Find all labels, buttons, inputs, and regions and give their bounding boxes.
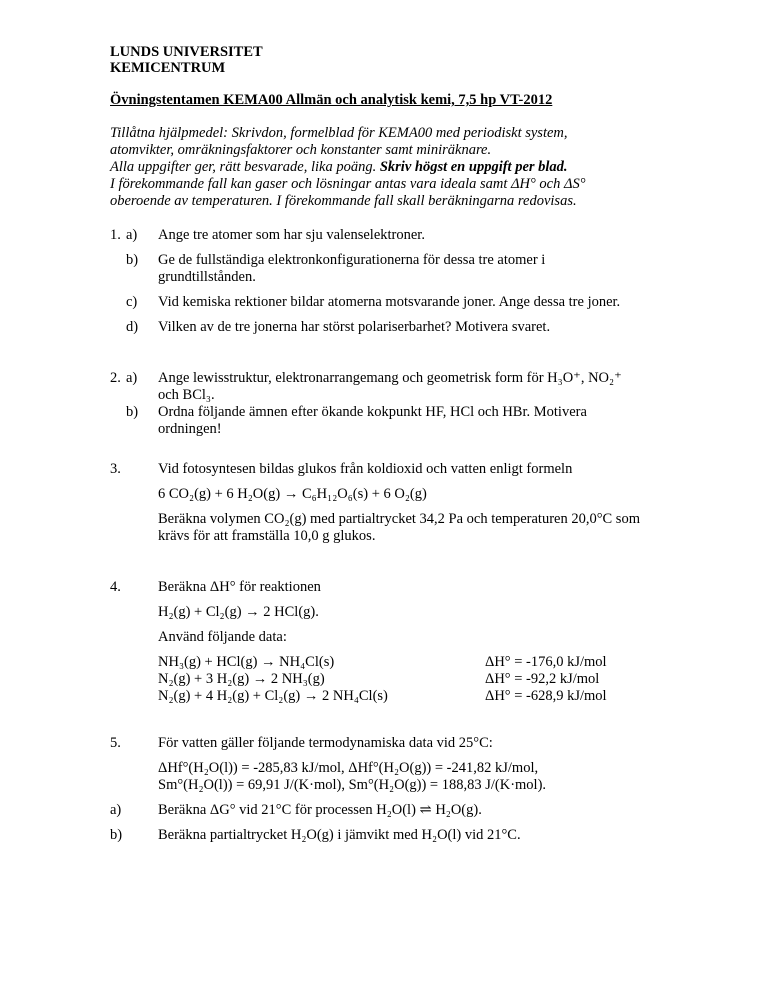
data-row xyxy=(158,654,670,671)
question-5-text: För vatten gäller följande termodynamiska data vid 25°C: xyxy=(158,735,493,751)
data-row xyxy=(158,671,670,688)
question-2a-text: Ange lewisstruktur, elektronarrangemang och geometrisk form för H₃O⁺, NO₂⁺ och BCl₃. xyxy=(158,370,622,403)
data-reaction: N₂(g) + 3 H₂(g) → 2 NH₃(g) xyxy=(158,671,325,687)
question-2b-label: b) xyxy=(126,404,139,420)
question-1b-text: Ge de fullständiga elektronkonfigurationerna för dessa tre atomer i grundtillstånden. xyxy=(158,252,546,285)
instructions-line-1: Tillåtna hjälpmedel: Skrivdon, formelblad för KEMA00 med periodiskt system, xyxy=(110,125,568,141)
question-5a-text: Beräkna ΔG° vid 21°C för processen H₂O(l) ⇌ H₂O(g). xyxy=(158,802,482,818)
question-5-data-line-2: Sm°(H₂O(l)) = 69,91 J/(K·mol), Sm°(H₂O(g)) = 188,83 J/(K·mol). xyxy=(158,777,547,793)
instructions-line-4: I förekommande fall kan gaser och lösningar antas vara ideala samt ΔH° och ΔS° xyxy=(110,176,586,192)
question-1c-text: Vid kemiska rektioner bildar atomerna motsvarande joner. Ange dessa tre joner. xyxy=(158,294,621,310)
question-4-data-table xyxy=(158,654,670,705)
question-5b-text: Beräkna partialtrycket H₂O(g) i jämvikt med H₂O(l) vid 21°C. xyxy=(158,827,521,843)
question-5a-label: a) xyxy=(110,802,122,818)
data-reaction: N₂(g) + 4 H₂(g) + Cl₂(g) → 2 NH₄Cl(s) xyxy=(158,688,388,704)
data-enthalpy: ΔH° = -92,2 kJ/mol xyxy=(485,671,600,687)
data-row xyxy=(158,688,670,705)
exam-title: Övningstentamen KEMA00 Allmän och analytisk kemi, 7,5 hp VT-2012 xyxy=(110,92,553,108)
data-enthalpy: ΔH° = -176,0 kJ/mol xyxy=(485,654,607,670)
question-4-equation: H₂(g) + Cl₂(g) → 2 HCl(g). xyxy=(158,604,319,620)
instructions-line-2: atomvikter, omräkningsfaktorer och konstanter samt miniräknare. xyxy=(110,142,492,158)
question-1 xyxy=(110,227,670,336)
question-1-number: 1. xyxy=(110,227,121,243)
question-2a-label: a) xyxy=(126,370,138,386)
question-4-use-data: Använd följande data: xyxy=(158,629,287,645)
question-5-data-line-1: ΔHf°(H₂O(l)) = -285,83 kJ/mol, ΔHf°(H₂O(g)) = -241,82 kJ/mol, xyxy=(158,760,539,776)
question-4-number: 4. xyxy=(110,579,121,595)
question-1b-label: b) xyxy=(126,252,139,268)
question-3-question: Beräkna volymen CO₂(g) med partialtrycket 34,2 Pa och temperaturen 20,0°C som krävs för att framställa 10,0 g glukos. xyxy=(158,511,640,544)
question-1a-label: a) xyxy=(126,227,138,243)
question-1a-text: Ange tre atomer som har sju valenselektroner. xyxy=(158,227,425,243)
question-4 xyxy=(110,579,670,705)
question-2b-text: Ordna följande ämnen efter ökande kokpunkt HF, HCl och HBr. Motivera ordningen! xyxy=(158,404,587,437)
question-2-number: 2. xyxy=(110,370,121,386)
question-3 xyxy=(110,461,670,545)
instructions-line-3 xyxy=(110,159,670,176)
instructions-one-per-sheet: Skriv högst en uppgift per blad. xyxy=(379,159,568,175)
question-2 xyxy=(110,370,670,438)
department-name: KEMICENTRUM xyxy=(110,60,226,76)
data-reaction: NH₃(g) + HCl(g) → NH₄Cl(s) xyxy=(158,654,335,670)
data-enthalpy: ΔH° = -628,9 kJ/mol xyxy=(485,688,607,704)
instructions-points: Alla uppgifter ger, rätt besvarade, lika poäng. xyxy=(110,159,377,175)
question-3-equation: 6 CO₂(g) + 6 H₂O(g) → C₆H₁₂O₆(s) + 6 O₂(g) xyxy=(158,486,427,502)
question-5-number: 5. xyxy=(110,735,121,751)
document-page xyxy=(110,44,670,844)
question-4-text: Beräkna ΔH° för reaktionen xyxy=(158,579,321,595)
question-3-text: Vid fotosyntesen bildas glukos från koldioxid och vatten enligt formeln xyxy=(158,461,573,477)
question-3-number: 3. xyxy=(110,461,121,477)
exam-instructions xyxy=(110,125,670,210)
university-name: LUNDS UNIVERSITET xyxy=(110,44,263,60)
question-1c-label: c) xyxy=(126,294,138,310)
instructions-line-5: oberoende av temperaturen. I förekommande fall skall beräkningarna redovisas. xyxy=(110,193,577,209)
question-5 xyxy=(110,735,670,844)
question-5b-label: b) xyxy=(110,827,123,843)
question-1d-label: d) xyxy=(126,319,139,335)
question-1d-text: Vilken av de tre jonerna har störst polariserbarhet? Motivera svaret. xyxy=(158,319,551,335)
